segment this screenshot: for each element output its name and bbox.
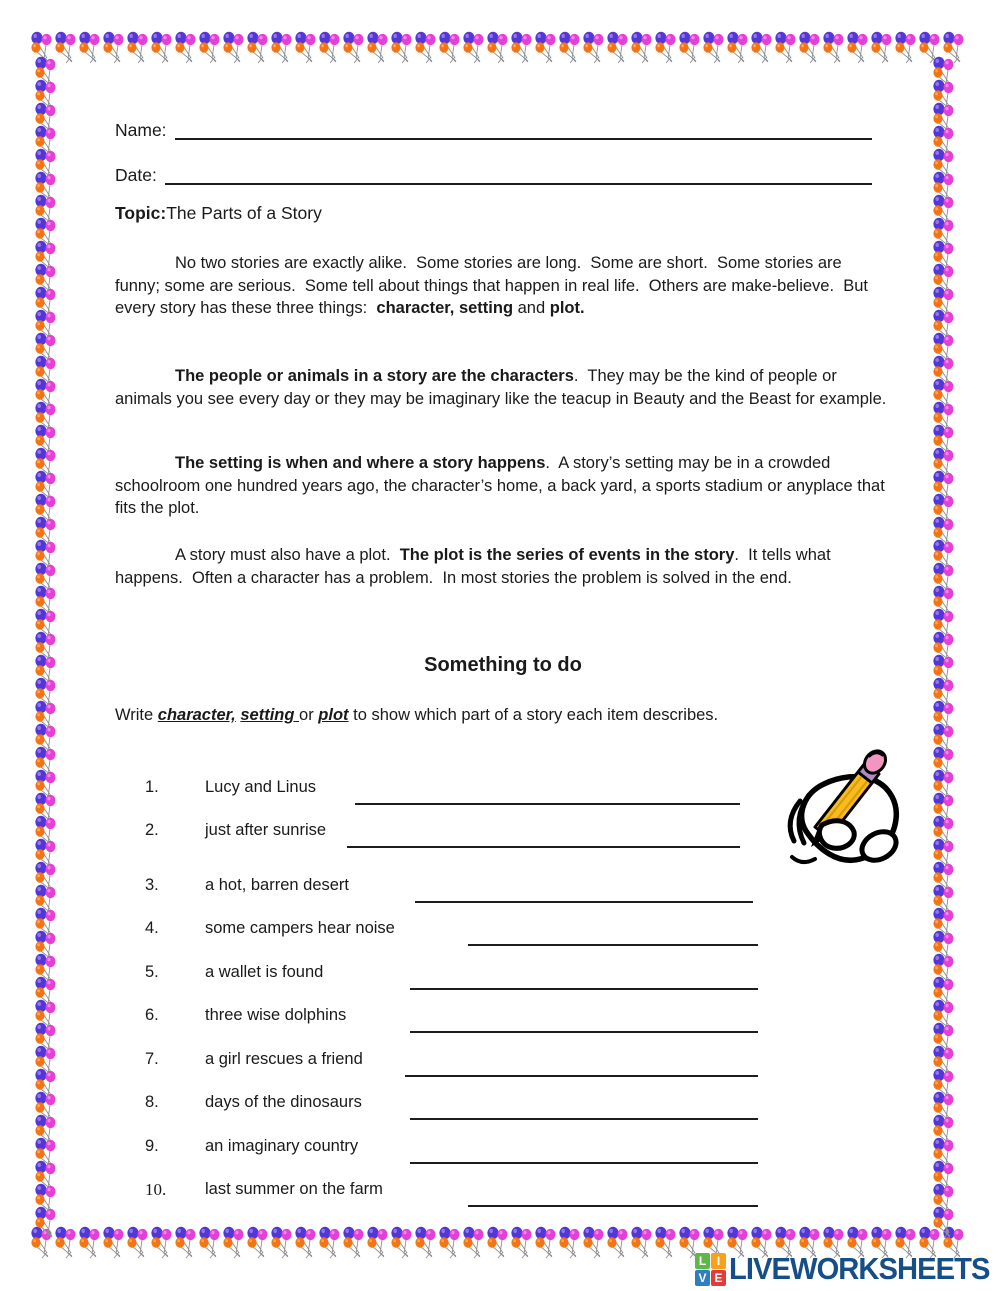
logo-block-e: E xyxy=(711,1270,726,1286)
logo-block-i: I xyxy=(711,1253,726,1269)
item-label: a hot, barren desert xyxy=(205,876,350,894)
topic-title: The Parts of a Story xyxy=(166,203,322,223)
items-list xyxy=(115,778,891,1218)
balloon-border-top xyxy=(30,31,970,65)
name-field-row xyxy=(115,112,872,140)
item-label: three wise dolphins xyxy=(205,1006,347,1024)
item-number: 10. xyxy=(145,1180,167,1199)
list-item xyxy=(115,1093,891,1121)
list-item xyxy=(115,821,891,849)
logo-wordmark: LIVEWORKSHEETS xyxy=(729,1251,990,1286)
hand-pencil-illustration xyxy=(776,729,924,881)
list-item xyxy=(115,778,891,806)
liveworksheets-logo-icon xyxy=(695,1253,726,1286)
list-item xyxy=(115,963,891,991)
answer-blank[interactable] xyxy=(347,846,740,848)
answer-blank[interactable] xyxy=(410,1118,758,1120)
answer-blank[interactable] xyxy=(468,1205,758,1207)
intro-paragraph-4: A story must also have a plot. The plot is the series of events in the story. It tells what happens. Often a character has a problem. In most stories the problem is solved in the end. xyxy=(115,546,836,587)
answer-blank[interactable] xyxy=(410,1031,758,1033)
item-label: a wallet is found xyxy=(205,963,324,981)
item-number: 7. xyxy=(145,1050,159,1068)
answer-blank[interactable] xyxy=(355,803,740,805)
intro-paragraph-3: The setting is when and where a story happens. A story’s setting may be in a crowded schoolroom one hundred years ago, the character’s home, a back yard, a sports stadium or anyplace that fits the plot. xyxy=(115,454,890,517)
intro-paragraph-1: No two stories are exactly alike. Some stories are long. Some are short. Some stories are funny; some are serious. Some tell about things that happen in real life. Others are make-believe. But every story has these three things: character, setting and plot. xyxy=(115,254,873,317)
date-answer-line[interactable] xyxy=(165,161,872,185)
liveworksheets-logo[interactable] xyxy=(695,1251,1000,1287)
answer-blank[interactable] xyxy=(415,901,753,903)
item-number: 4. xyxy=(145,919,159,937)
item-number: 1. xyxy=(145,778,159,796)
list-item xyxy=(115,1180,891,1208)
name-label: Name: xyxy=(115,120,167,140)
list-item xyxy=(115,1137,891,1165)
section-heading: Something to do xyxy=(424,654,582,676)
item-label: a girl rescues a friend xyxy=(205,1050,363,1068)
item-label: an imaginary country xyxy=(205,1137,359,1155)
item-label: last summer on the farm xyxy=(205,1180,383,1198)
list-item xyxy=(115,1050,891,1078)
item-number: 2. xyxy=(145,821,159,839)
date-field-row xyxy=(115,157,872,185)
answer-blank[interactable] xyxy=(410,1162,758,1164)
balloon-border-right xyxy=(932,56,956,1226)
balloon-border-left xyxy=(34,56,58,1226)
topic-label: Topic: xyxy=(115,203,167,223)
item-label: Lucy and Linus xyxy=(205,778,316,796)
answer-blank[interactable] xyxy=(468,944,758,946)
list-item xyxy=(115,1006,891,1034)
item-label: just after sunrise xyxy=(205,821,327,839)
item-number: 5. xyxy=(145,963,159,981)
topic-row xyxy=(115,203,322,224)
activity-instruction: Write character, setting or plot to show which part of a story each item describes. xyxy=(115,706,719,724)
list-item xyxy=(115,876,891,904)
list-item xyxy=(115,919,891,947)
answer-blank[interactable] xyxy=(405,1075,758,1077)
item-label: days of the dinosaurs xyxy=(205,1093,362,1111)
answer-blank[interactable] xyxy=(410,988,758,990)
logo-block-l: L xyxy=(695,1253,710,1269)
name-answer-line[interactable] xyxy=(175,116,872,140)
date-label: Date: xyxy=(115,165,157,185)
logo-block-v: V xyxy=(695,1270,710,1286)
item-number: 3. xyxy=(145,876,159,894)
item-label: some campers hear noise xyxy=(205,919,395,937)
item-number: 9. xyxy=(145,1137,159,1155)
item-number: 8. xyxy=(145,1093,159,1111)
intro-paragraph-2: The people or animals in a story are the characters. They may be the kind of people or animals you see every day or they may be imaginary like the teacup in Beauty and the Beast for example. xyxy=(115,367,887,408)
item-number: 6. xyxy=(145,1006,159,1024)
